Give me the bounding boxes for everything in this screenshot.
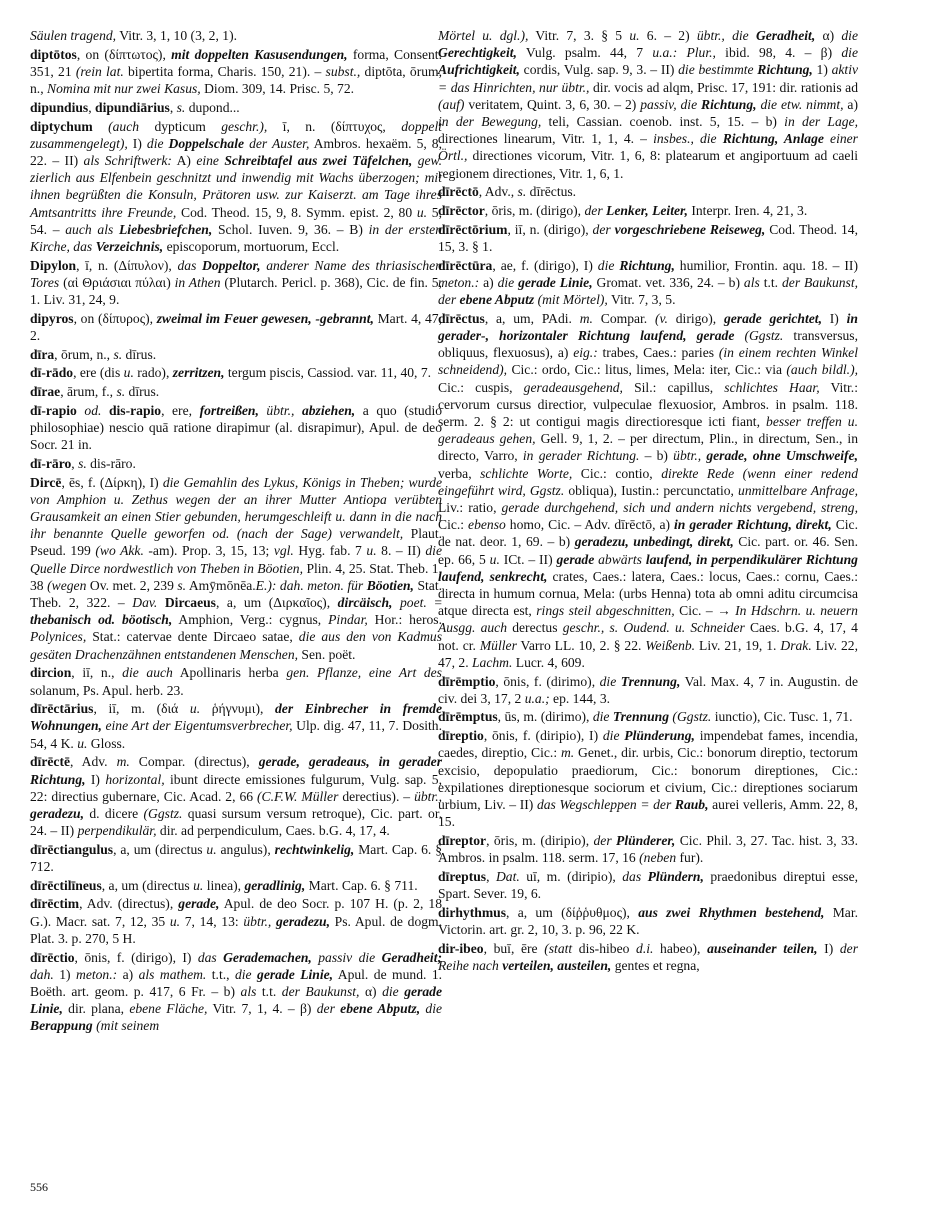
dictionary-entry: dīrēctio, ōnis, f. (dirigo), I) das Gerademachen, passiv die Geradheit; dah. 1) meton.: a) als mathem. t.t., die gerade Linie, Apul. de mund. 1. Boëth. art. geom. p. 417, 6 Fr. – b) als t.t. der Baukunst, α) die gerade Linie, dir. plana, ebene Fläche, Vitr. 7, 1, 4. – β) der ebene Abputz, die Berappung (mit seinem	[30, 949, 443, 1034]
dictionary-entry: dī-rapio od. dis-rapio, ere, fortreißen, übtr., abziehen, a quo (studio philosophiae) nescio quā ratione dirapimur (al. disrapimur), Apul. de deo Socr. 21 in.	[30, 402, 443, 453]
dictionary-entry: dīrēctor, ōris, m. (dirigo), der Lenker, Leiter, Interpr. Iren. 4, 21, 3.	[438, 203, 808, 219]
dictionary-entry: dipundius, dipundiārius, s. dupond...	[30, 99, 240, 115]
dictionary-entry: dīra, ōrum, n., s. dīrus.	[30, 346, 157, 362]
dictionary-entry: dīreptus, Dat. uī, m. (diripio), das Plündern, praedonibus direptui esse, Spart. Sever. 19, 6.	[438, 868, 859, 901]
dictionary-entry: Säulen tragend, Vitr. 3, 1, 10 (3, 2, 1).	[30, 28, 237, 43]
right-column	[438, 27, 858, 975]
dictionary-entry: dir-ibeo, buī, ēre (statt dis-hibeo d.i. habeo), auseinander teilen, I) der Reihe nach verteilen, austeilen, gentes et regna,	[438, 940, 858, 973]
dictionary-entry: dīrēctus, a, um, PAdi. m. Compar. (v. dirigo), gerade gerichtet, I) in gerader-, horizontaler Richtung laufend, gerade (Ggstz. transversus, obliquus, flexuosus), a) eig.: trabes, Caes.: paries (in einem rechten Winkel schneidend), Cic.: ordo, Cic.: litus, limes, Mela: iter, Cic.: via (auch bildl.), Cic.: cuspis, geradeausgehend, Sil.: capillus, schlichtes Haar, Vitr.: cervorum cursus directior, vulpeculae flexuosior, Ambros. in psalm. 118. serm. 2. § 2: ut contigui magis directioresque icti fiant, besser treffen u. geradeaus gehen, Gell. 9, 1, 2. – per directum, Plin., in directum, Sen., in directo, Varro, in gerader Richtung. – b) übtr., gerade, ohne Umschweife, verba, schlichte Worte, Cic.: contio, direkte Rede (wenn einer redend eingeführt wird, Ggstz. obliqua), Iustin.: percunctatio, unmittelbare Anfrage, Liv.: ratio, gerade durchgehend, sich und andern nichts vergebend, streng, Cic.: ebenso homo, Cic. – Adv. dīrēctō, a) in gerader Richtung, direkt, Cic. de nat. deor. 1, 69. – b) geradezu, unbedingt, direkt, Cic. part. or. 46. Sen. ep. 66, 5 u. ICt. – II) gerade abwärts laufend, in perpendikulärer Richtung laufend, senkrecht, crates, Caes.: latera, Caes.: locus, Caes.: cornu, Caes.: directa in humum cornua, Mela: (urbs Henna) tota ab omni aditu circumcisa atque directa est, rings steil abgeschnitten, Cic. – → In Hdschrn. u. neuern Ausgg. auch derectus geschr., s. Oudend. u. Schneider Caes. b.G. 4, 17, 4 not. cr. Müller Varro LL. 10, 2. § 22. Weißenb. Liv. 21, 19, 1. Drak. Liv. 22, 47, 2. Lachm. Lucr. 4, 609.	[438, 310, 859, 670]
dictionary-entry: dīrēctō, Adv., s. dīrēctus.	[438, 184, 577, 200]
dictionary-entry: dircion, iī, n., die auch Apollinaris herba gen. Pflanze, eine Art des solanum, Ps. Apul. herb. 23.	[30, 665, 442, 698]
dictionary-entry: dīrae, ārum, f., s. dīrus.	[30, 384, 160, 400]
dictionary-entry: dirhythmus, a, um (δίῤῥυθμος), aus zwei Rhythmen bestehend, Mar. Victorin. art. gr. 2, 10, 3. p. 96, 22 K.	[438, 904, 858, 937]
dictionary-entry: dīreptio, ōnis, f. (diripio), I) die Plünderung, impendebat fames, incendia, caedes, direptio, Cic.: m. Genet., dir. urbis, Cic.: bonorum direptio, tectorum excisio, depopulatio praediorum, Cic.: bonorum direptiones, Cic.: expilationes direptionesque sociorum et civium, Cic.: direptiones sociarum urbium, Liv. – II) das Wegschleppen = der Raub, aurei velleris, Amm. 22, 8, 15.	[438, 728, 858, 830]
dictionary-entry: dipyros, on (δίπυρος), zweimal im Feuer gewesen, -gebrannt, Mart. 4, 47, 2.	[30, 310, 442, 343]
dictionary-entry: dīrēctārius, iī, m. (διά u. ῥήγνυμι), der Einbrecher in fremde Wohnungen, eine Art der Eigentumsverbrecher, Ulp. dig. 47, 11, 7. Dosith. 54, 4 K. u. Gloss.	[30, 701, 442, 751]
dictionary-entry: dīrēmptus, ūs, m. (dirimo), die Trennung (Ggstz. iunctio), Cic. Tusc. 1, 71.	[438, 709, 853, 725]
dictionary-entry: dīrēmptio, ōnis, f. (dirimo), die Trennung, Val. Max. 4, 7 in. Augustin. de civ. dei 3, 17, 2 u.a.; ep. 144, 3.	[438, 673, 858, 706]
dictionary-entry: Dipylon, ī, n. (Δίπυλον), das Doppeltor, anderer Name des thriasischen Tores (αἱ Θριάσιαι πύλαι) in Athen (Plutarch. Pericl. p. 368), Cic. de fin. 5, 1. Liv. 31, 24, 9.	[30, 257, 442, 308]
dictionary-entry: dī-rādo, ere (dis u. rado), zerritzen, tergum piscis, Cassiod. var. 11, 40, 7.	[30, 365, 432, 381]
page-number: 556	[30, 1180, 48, 1194]
dictionary-entry: Mörtel u. dgl.), Vitr. 7, 3. § 5 u. 6. – 2) übtr., die Geradheit, α) die Gerechtigkeit, Vulg. psalm. 44, 7 u.a.: Plur., ibid. 98, 4. – β) die Aufrichtigkeit, cordis, Vulg. sap. 9, 3. – II) die bestimmte Richtung, 1) aktiv = das Hinrichten, nur übtr., dir. vocis ad alqm, Prisc. 17, 191: dir. rationis ad (auf) veritatem, Quint. 3, 6, 30. – 2) passiv, die Richtung, die etw. nimmt, a) in der Bewegung, teli, Cassian. coenob. inst. 5, 15. – b) in der Lage, directiones linearum, Vitr. 1, 1, 4. – insbes., die Richtung, Anlage einer Örtl., directiones vicorum, Vitr. 1, 6, 8: platearum et angiportuum ad caeli regionem directiones, Vitr. 1, 6, 1.	[438, 28, 859, 181]
dictionary-entry: dīrēctiangulus, a, um (directus u. angulus), rechtwinkelig, Mart. Cap. 6. § 712.	[30, 841, 442, 875]
dictionary-entry: dīrēctūra, ae, f. (dirigo), I) die Richtung, humilior, Frontin. aqu. 18. – II) meton.: a) die gerade Linie, Gromat. vet. 336, 24. – b) als t.t. der Baukunst, der ebene Abputz (mit Mörtel), Vitr. 7, 3, 5.	[438, 257, 859, 308]
dictionary-entry: diptychum (auch dypticum geschr.), ī, n. (δίπτυχος, doppelt zusammengelegt), I) die Doppelschale der Auster, Ambros. hexaëm. 5, 8, 22. – II) als Schriftwerk: A) eine Schreibtafel aus zwei Täfelchen, gew. zierlich aus Elfenbein geschnitzt und inwendig mit Wachs überzogen; mit ihnen begrüßten die Konsuln, Prätoren usw. zur Kaiserzt. am Tage ihres Amtsantritts ihre Freunde, Cod. Theod. 15, 9, 8. Symm. epist. 2, 80 u. 5, 54. – auch als Liebesbriefchen, Schol. Iuven. 9, 36. – B) in der ersten Kirche, das Verzeichnis, episcoporum, mortuorum, Eccl.	[30, 118, 443, 254]
dictionary-entry: diptōtos, on (δίπτωτος), mit doppelten Kasusendungen, forma, Consent. 351, 21 (rein lat. bipertita forma, Charis. 150, 21). – subst., diptōta, ōrum, n., Nomina mit nur zwei Kasus, Diom. 309, 14. Prisc. 5, 72.	[30, 46, 443, 97]
dictionary-entry: dī-rāro, s. dis-rāro.	[30, 455, 136, 471]
dictionary-entry: dīrēctim, Adv. (directus), gerade, Apul. de deo Socr. p. 107 H. (p. 2, 18 G.). Macr. sat. 7, 12, 35 u. 7, 14, 13: übtr., geradezu, Ps. Apul. de dogm. Plat. 3. p. 270, 5 H.	[30, 896, 443, 946]
left-column	[30, 27, 442, 1036]
dictionary-entry: dīrēctōrium, iī, n. (dirigo), der vorgeschriebene Reiseweg, Cod. Theod. 14, 15, 3. § 1.	[438, 221, 858, 254]
dictionary-entry: dīrēctē, Adv. m. Compar. (directus), gerade, geradeaus, in gerader Richtung, I) horizontal, ibunt directe emissiones fulgurum, Vulg. sap. 5, 22: directius gubernare, Cic. Acad. 2, 66 (C.F.W. Müller derectius). – übtr., geradezu, d. dicere (Ggstz. quasi sursum versum retroque), Cic. part. or. 24. – II) perpendikulär, dir. ad perpendiculum, Caes. b.G. 4, 17, 4.	[30, 754, 443, 839]
dictionary-entry: dīrēctilīneus, a, um (directus u. linea), geradlinig, Mart. Cap. 6. § 711.	[30, 877, 418, 893]
dictionary-entry: dīreptor, ōris, m. (diripio), der Plünderer, Cic. Phil. 3, 27. Tac. hist. 3, 33. Ambros. in psalm. 118. serm. 17, 16 (neben fur).	[438, 832, 858, 866]
dictionary-entry: Dircē, ēs, f. (Δίρκη), I) die Gemahlin des Lykus, Königs in Theben; wurde von Amphion u. Zethus wegen der an ihrer Mutter Antiopa verübten Grausamkeit an einen Stier gebunden, herumgeschleift u. dann in die nach ihr benannte Quelle geworfen od. (nach der Sage) verwandelt, Plaut. Pseud. 199 (wo Akk. -am). Prop. 3, 15, 13; vgl. Hyg. fab. 7 u. 8. – II) die Quelle Dirce nordwestlich von Theben in Böotien, Plin. 4, 25. Stat. Theb. 1, 38 (wegen Ov. met. 2, 239 s. Amȳmōnēa.E.): dah. meton. für Böotien, Stat. Theb. 2, 322. – Dav. Dircaeus, a, um (Διρκαῖος), dircäisch, poet. = thebanisch od. böotisch, Amphion, Verg.: cygnus, Pindar, Hor.: heros. Polynices, Stat.: catervae dente Dircaeo satae, die aus den von Kadmus gesäten Drachenzähnen entstandenen Menschen, Sen. poët.	[30, 474, 443, 662]
